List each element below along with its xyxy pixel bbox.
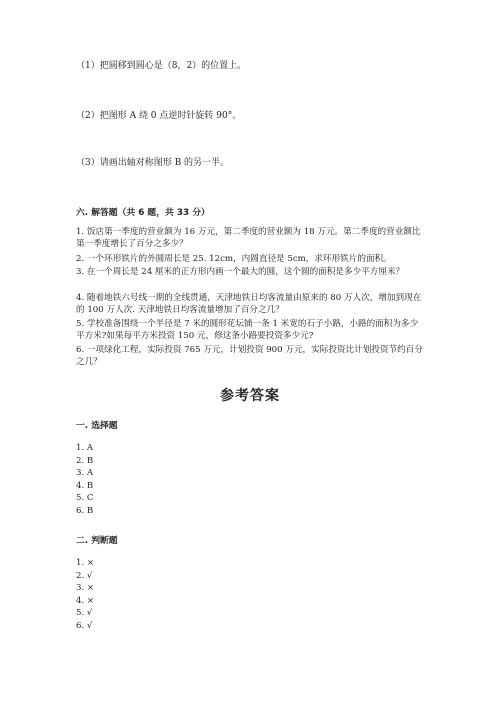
question-1: 1. 饭店第一季度的营业额为 16 万元，第二季度的营业额为 18 万元。第二季度的营业额比第一季度增长了百分之多少？ <box>76 227 421 249</box>
answer-item: 3. × <box>76 583 95 593</box>
question-4: 4. 随着地铁六号线一期的全线贯通，天津地铁日均客流量由原来的 80 万人次，增加到现在的 100 万人次. 天津地铁日均客流量增加了百分之几？ <box>76 293 422 315</box>
part5-item-3: （3）请画出轴对称图形 B 的另一半。 <box>76 158 230 168</box>
answer-item: 5. C <box>76 493 94 503</box>
answer-item: 1. × <box>76 558 95 568</box>
part6-title: 六. 解答题（共 6 题，共 33 分） <box>76 208 210 218</box>
part5-item-1: （1）把圆移到圆心是（8，2）的位置上。 <box>76 61 247 71</box>
answers-section-2-title: 二. 判断题 <box>76 536 118 546</box>
answer-item: 4. B <box>76 481 94 491</box>
question-5: 5. 学校准备围绕一个半径是 7 米的圆形花坛铺一条 1 米宽的石子小路，小路的面积为多少平方米?如果每平方米投资 150 元，修这条小路要投资多少元? <box>76 319 419 341</box>
answer-item: 6. √ <box>76 621 93 631</box>
answer-item: 2. √ <box>76 571 93 581</box>
question-6: 6. 一项绿化工程，实际投资 765 万元，计划投资 900 万元，实际投资比计划投资节约百分之几？ <box>76 345 423 367</box>
answer-item: 1. A <box>76 443 94 453</box>
question-3: 3. 在一个周长是 24 厘米的正方形内画一个最大的圆，这个圆的面积是多少平方厘米？ <box>76 267 405 277</box>
answer-item: 4. × <box>76 596 95 606</box>
answer-item: 5. √ <box>76 608 93 618</box>
answer-item: 2. B <box>76 456 94 466</box>
answers-title: 参考答案 <box>220 388 280 404</box>
part5-item-2: （2）把图形 A 绕 0 点逆时针旋转 90°。 <box>76 111 242 121</box>
answer-item: 6. B <box>76 506 94 516</box>
answers-section-1-title: 一. 选择题 <box>76 421 118 431</box>
answer-item: 3. A <box>76 468 94 478</box>
question-2: 2. 一个环形铁片的外圆周长是 25. 12cm，内圆直径是 5cm，求环形铁片的面积。 <box>76 254 392 264</box>
